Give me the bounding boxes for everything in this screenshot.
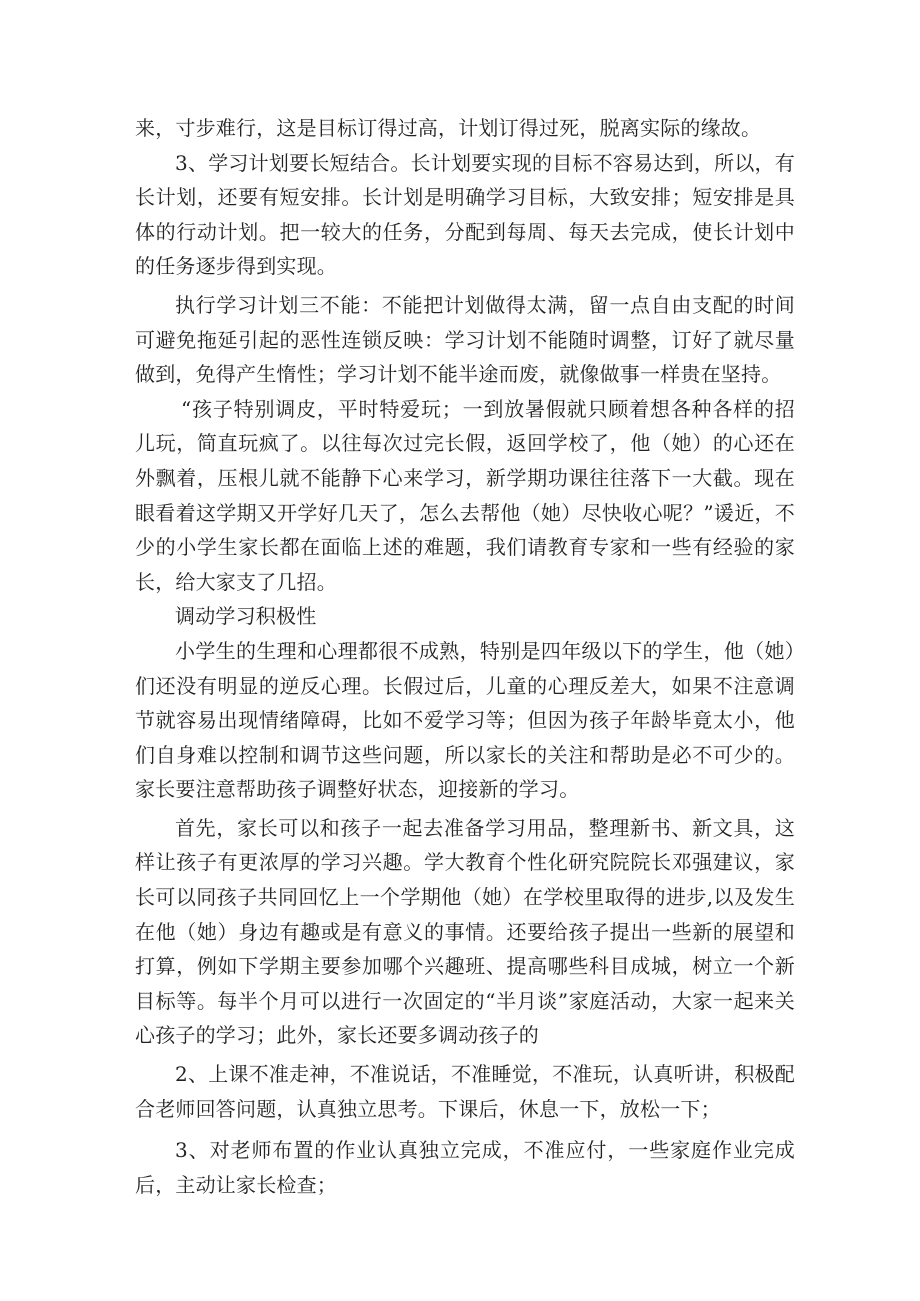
paragraph-1: 来，寸步难行，这是目标订得过高，计划订得过死，脱离实际的缘故。 [135,116,762,140]
paragraph-2: 3、学习计划要长短结合。长计划要实现的目标不容易达到，所以，有长计划，还要有短安排。长计划是明确学习目标，大致安排；短安排是具体的行动计划。把一较大的任务，分配到每周、每天去完成，使长计划中的任务逐步得到实现。 [135,150,795,279]
section-heading: 调动学习积极性 [175,604,317,629]
list-item-2: 2、上课不准走神，不准说话，不准睡觉，不准玩，认真听讲，积极配合老师回答问题，认真独立思考。下课后，休息一下，放松一下； [135,1062,795,1121]
paragraph-3: 执行学习计划三不能：不能把计划做得太满，留一点自由支配的时间可避免拖延引起的恶性连锁反映：学习计划不能随时调整，订好了就尽量做到，免得产生惰性；学习计划不能半途而废，就像做事一样贵在坚持。 [135,292,795,387]
document-body [135,111,795,1202]
paragraph-4: “孩子特别调皮，平时特爱玩；一到放暑假就只顾着想各种各样的招儿玩，简直玩疯了。以往每次过完长假，返回学校了，他（她）的心还在外飘着，压根儿就不能静下心来学习，新学期功课往往落下一大截。现在眼看着这学期又开学好几天了，怎么去帮他（她）尽快收心呢？”谖近，不少的小学生家长都在面临上述的难题，我们请教育专家和一些有经验的家长，给大家支了几招。 [135,396,795,594]
list-item-3: 3、对老师布置的作业认真独立完成，不准应付，一些家庭作业完成后，主动让家长检查； [135,1138,795,1197]
paragraph-6: 首先，家长可以和孩子一起去准备学习用品，整理新书、新文具，这样让孩子有更浓厚的学习兴趣。学大教育个性化研究院院长邓强建议，家长可以同孩子共同回忆上一个学期他（她）在学校里取得的进步,以及发生在他（她）身边有趣或是有意义的事情。还要给孩子提出一些新的展望和打算，例如下学期主要参加哪个兴趣班、提高哪些科目成城，树立一个新目标等。每半个月可以进行一次固定的“半月谈”家庭活动，大家一起来关心孩子的学习；此外，家长还要多调动孩子的 [135,815,795,1048]
paragraph-5: 小学生的生理和心理都很不成熟，特别是四年级以下的学生，他（她）们还没有明显的逆反心理。长假过后，儿童的心理反差大，如果不注意调节就容易出现情绪障碍，比如不爱学习等；但因为孩子年龄毕竟太小，他们自身难以控制和调节这些问题，所以家长的关注和帮助是必不可少的。家长要注意帮助孩子调整好状态，迎接新的学习。 [135,638,795,802]
